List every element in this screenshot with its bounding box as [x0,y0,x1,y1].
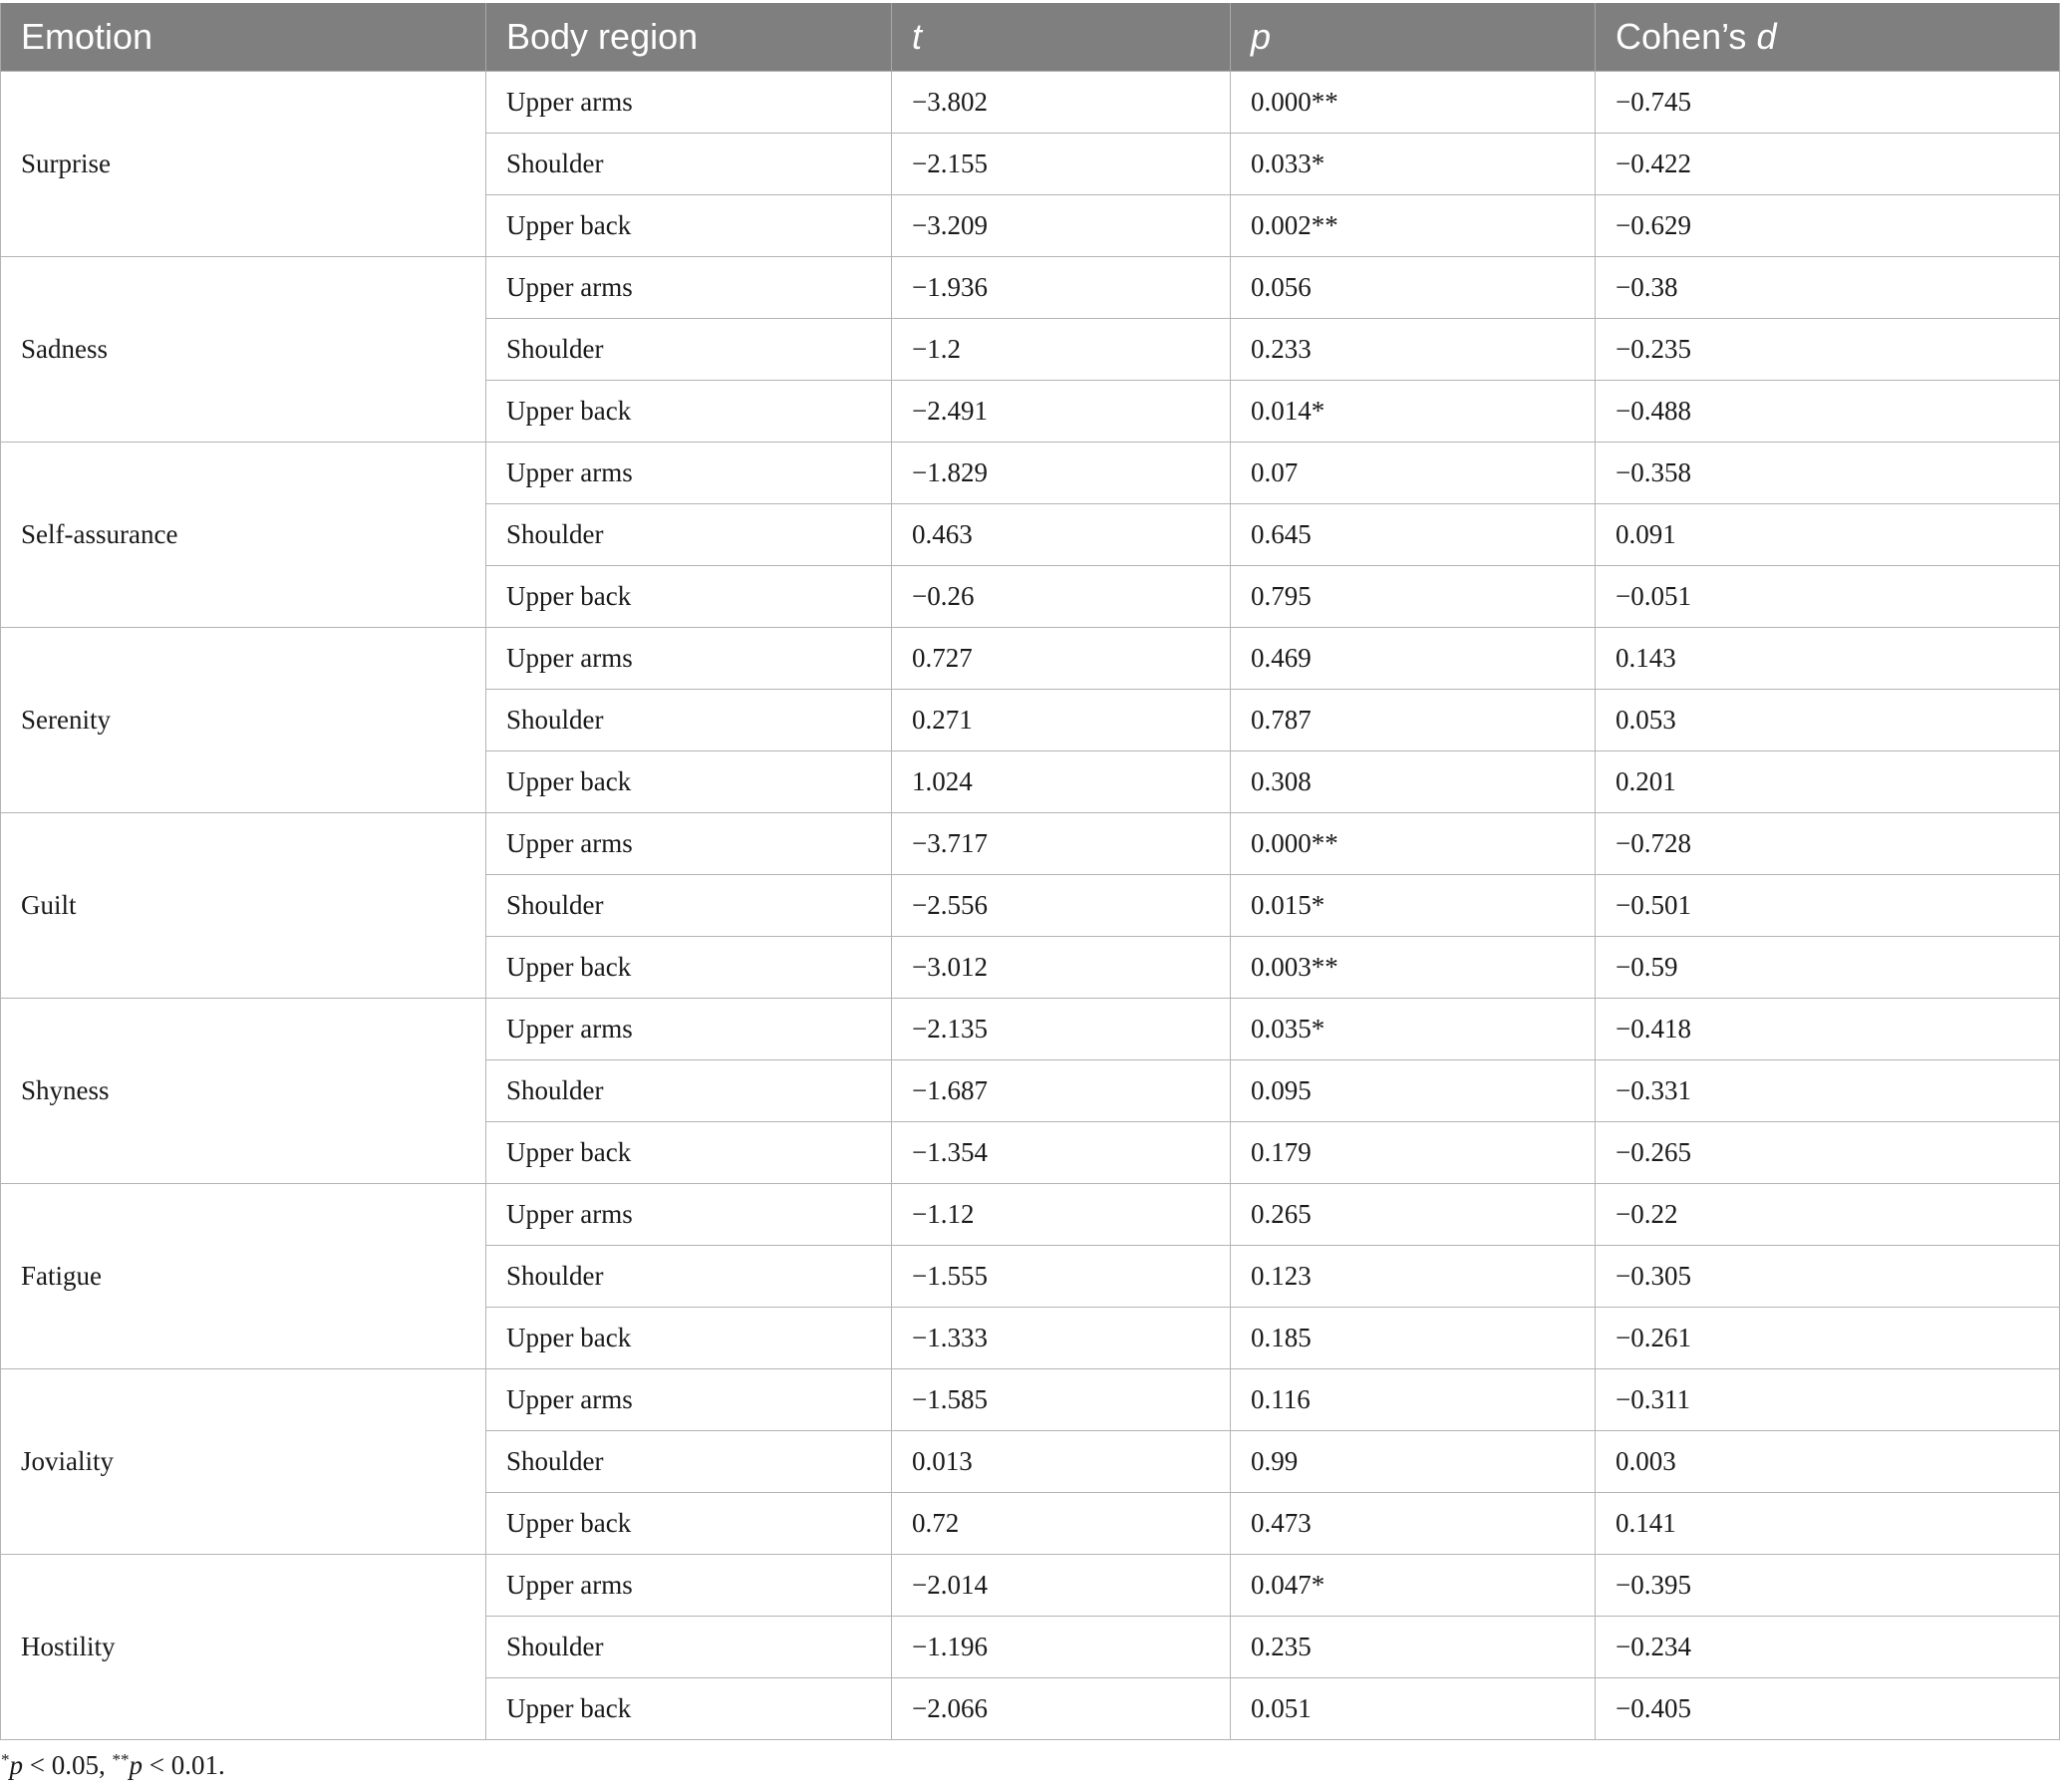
header-cohens-d-prefix: Cohen’s [1616,15,1747,57]
p-value-cell: 0.787 [1231,689,1596,750]
p-value-cell: 0.000** [1231,71,1596,133]
cohens-d-cell: −0.051 [1596,565,2060,627]
table-row [1,71,2060,133]
region-cell: Upper back [486,1307,892,1368]
cohens-d-cell: −0.358 [1596,442,2060,503]
p-value-cell: 0.003** [1231,936,1596,998]
cohens-d-cell: −0.629 [1596,194,2060,256]
p-value-cell: 0.179 [1231,1121,1596,1183]
p-value-cell: 0.047* [1231,1554,1596,1616]
emotion-cell: Guilt [1,812,486,998]
p-value-cell: 0.033* [1231,133,1596,194]
t-value-cell: −2.135 [892,998,1231,1059]
p-value-cell: 0.000** [1231,812,1596,874]
region-cell: Upper arms [486,256,892,318]
cohens-d-cell: −0.488 [1596,380,2060,442]
table-row [1,1554,2060,1616]
t-value-cell: 0.463 [892,503,1231,565]
region-cell: Upper back [486,936,892,998]
p-value-cell: 0.116 [1231,1368,1596,1430]
t-value-cell: −1.2 [892,318,1231,380]
p-value-cell: 0.123 [1231,1245,1596,1307]
region-cell: Upper arms [486,627,892,689]
cohens-d-cell: −0.59 [1596,936,2060,998]
emotion-cell: Self-assurance [1,442,486,627]
results-table [0,3,2060,1740]
region-cell: Shoulder [486,133,892,194]
region-cell: Upper back [486,194,892,256]
region-cell: Upper arms [486,1368,892,1430]
p-value-cell: 0.473 [1231,1492,1596,1554]
region-cell: Upper back [486,750,892,812]
region-cell: Upper back [486,1121,892,1183]
table-header-row [1,3,2060,71]
footnote-p-2: p [129,1750,143,1780]
region-cell: Upper back [486,565,892,627]
cohens-d-cell: −0.501 [1596,874,2060,936]
table-row [1,627,2060,689]
emotion-cell: Shyness [1,998,486,1183]
region-cell: Upper arms [486,71,892,133]
cohens-d-cell: −0.728 [1596,812,2060,874]
table-footnote [1,1750,225,1781]
region-cell: Upper arms [486,812,892,874]
region-cell: Shoulder [486,1430,892,1492]
t-value-cell: −1.12 [892,1183,1231,1245]
p-value-cell: 0.185 [1231,1307,1596,1368]
cohens-d-cell: −0.422 [1596,133,2060,194]
cohens-d-cell: −0.405 [1596,1677,2060,1739]
cohens-d-cell: −0.305 [1596,1245,2060,1307]
t-value-cell: −2.556 [892,874,1231,936]
t-value-cell: −1.829 [892,442,1231,503]
table-row [1,256,2060,318]
t-value-cell: −2.155 [892,133,1231,194]
p-value-cell: 0.235 [1231,1616,1596,1677]
cohens-d-cell: −0.311 [1596,1368,2060,1430]
region-cell: Upper arms [486,1183,892,1245]
cohens-d-cell: 0.003 [1596,1430,2060,1492]
cohens-d-cell: −0.22 [1596,1183,2060,1245]
p-value-cell: 0.469 [1231,627,1596,689]
t-value-cell: −2.014 [892,1554,1231,1616]
cohens-d-cell: 0.053 [1596,689,2060,750]
table-row [1,998,2060,1059]
t-value-cell: 1.024 [892,750,1231,812]
region-cell: Upper arms [486,1554,892,1616]
region-cell: Shoulder [486,318,892,380]
t-value-cell: −3.209 [892,194,1231,256]
t-value-cell: −3.012 [892,936,1231,998]
table-row [1,1183,2060,1245]
p-value-cell: 0.07 [1231,442,1596,503]
table-row [1,812,2060,874]
header-cohens-d [1596,3,2060,71]
cohens-d-cell: 0.091 [1596,503,2060,565]
cohens-d-cell: −0.38 [1596,256,2060,318]
cohens-d-cell: −0.331 [1596,1059,2060,1121]
region-cell: Upper back [486,1492,892,1554]
cohens-d-cell: −0.261 [1596,1307,2060,1368]
emotion-cell: Joviality [1,1368,486,1554]
header-t: t [892,3,1231,71]
t-value-cell: 0.72 [892,1492,1231,1554]
footnote-text-1: < 0.05, [23,1750,113,1780]
emotion-cell: Serenity [1,627,486,812]
cohens-d-cell: −0.418 [1596,998,2060,1059]
region-cell: Shoulder [486,1616,892,1677]
header-body-region: Body region [486,3,892,71]
t-value-cell: 0.727 [892,627,1231,689]
table-row [1,442,2060,503]
t-value-cell: 0.271 [892,689,1231,750]
emotion-cell: Surprise [1,71,486,256]
region-cell: Upper arms [486,998,892,1059]
region-cell: Shoulder [486,1245,892,1307]
t-value-cell: −2.066 [892,1677,1231,1739]
t-value-cell: −0.26 [892,565,1231,627]
header-p: p [1231,3,1596,71]
p-value-cell: 0.795 [1231,565,1596,627]
t-value-cell: −3.802 [892,71,1231,133]
header-emotion: Emotion [1,3,486,71]
region-cell: Upper back [486,1677,892,1739]
table-row [1,1368,2060,1430]
p-value-cell: 0.035* [1231,998,1596,1059]
region-cell: Shoulder [486,874,892,936]
cohens-d-cell: 0.201 [1596,750,2060,812]
p-value-cell: 0.014* [1231,380,1596,442]
region-cell: Shoulder [486,689,892,750]
t-value-cell: −1.333 [892,1307,1231,1368]
p-value-cell: 0.233 [1231,318,1596,380]
cohens-d-cell: −0.235 [1596,318,2060,380]
cohens-d-cell: 0.143 [1596,627,2060,689]
t-value-cell: −1.936 [892,256,1231,318]
region-cell: Upper arms [486,442,892,503]
p-value-cell: 0.265 [1231,1183,1596,1245]
t-value-cell: −1.555 [892,1245,1231,1307]
p-value-cell: 0.002** [1231,194,1596,256]
p-value-cell: 0.051 [1231,1677,1596,1739]
t-value-cell: −3.717 [892,812,1231,874]
region-cell: Shoulder [486,1059,892,1121]
t-value-cell: −2.491 [892,380,1231,442]
p-value-cell: 0.015* [1231,874,1596,936]
cohens-d-cell: 0.141 [1596,1492,2060,1554]
t-value-cell: −1.196 [892,1616,1231,1677]
t-value-cell: −1.687 [892,1059,1231,1121]
footnote-text-2: < 0.01. [142,1750,225,1780]
t-value-cell: −1.585 [892,1368,1231,1430]
region-cell: Shoulder [486,503,892,565]
p-value-cell: 0.645 [1231,503,1596,565]
emotion-cell: Fatigue [1,1183,486,1368]
emotion-cell: Hostility [1,1554,486,1739]
footnote-p-1: p [9,1750,23,1780]
emotion-cell: Sadness [1,256,486,442]
table-body [1,71,2060,1739]
cohens-d-cell: −0.234 [1596,1616,2060,1677]
t-value-cell: −1.354 [892,1121,1231,1183]
cohens-d-cell: −0.265 [1596,1121,2060,1183]
p-value-cell: 0.99 [1231,1430,1596,1492]
p-value-cell: 0.095 [1231,1059,1596,1121]
footnote-mark-1: * [1,1750,10,1769]
header-cohens-d-symbol: d [1756,15,1777,57]
cohens-d-cell: −0.395 [1596,1554,2060,1616]
footnote-mark-2: ** [112,1750,130,1769]
region-cell: Upper back [486,380,892,442]
t-value-cell: 0.013 [892,1430,1231,1492]
p-value-cell: 0.308 [1231,750,1596,812]
p-value-cell: 0.056 [1231,256,1596,318]
cohens-d-cell: −0.745 [1596,71,2060,133]
